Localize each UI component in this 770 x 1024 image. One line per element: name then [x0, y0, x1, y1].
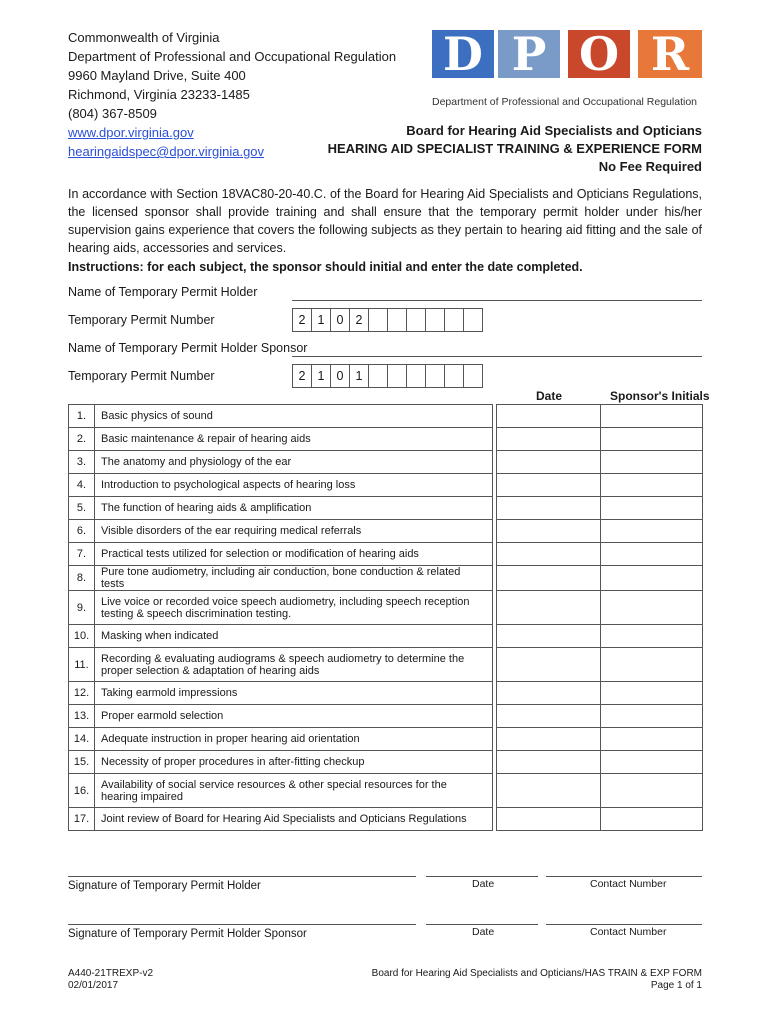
subject-text: The function of hearing aids & amplification [95, 497, 493, 520]
website-link[interactable]: www.dpor.virginia.gov [68, 125, 194, 140]
subject-date-cell[interactable] [497, 520, 601, 543]
logo-letter-p: P [498, 30, 560, 78]
sponsor-permit-label: Temporary Permit Number [68, 369, 215, 383]
holder-permit-number[interactable] [292, 308, 483, 332]
subject-date-cell[interactable] [497, 705, 601, 728]
form-id: A440-21TREXP-v2 [68, 968, 154, 979]
subject-row [69, 428, 703, 451]
logo-letter-r: R [638, 30, 702, 78]
subject-number: 16. [69, 774, 95, 808]
subject-row [69, 751, 703, 774]
board-name: Board for Hearing Aid Specialists and Opticians [406, 123, 702, 138]
subject-text: Visible disorders of the ear requiring medical referrals [95, 520, 493, 543]
holder-signature-label: Signature of Temporary Permit Holder [68, 880, 261, 892]
permit-digit: 0 [331, 309, 350, 331]
permit-digit [426, 365, 445, 387]
permit-digit [407, 309, 426, 331]
permit-digit: 2 [350, 309, 369, 331]
subject-text: Live voice or recorded voice speech audiometry, including speech reception testing & speech discrimination testing. [95, 591, 493, 625]
sponsor-contact-field[interactable] [546, 924, 702, 925]
sponsor-date-field[interactable] [426, 924, 538, 925]
subject-date-cell[interactable] [497, 497, 601, 520]
permit-digit: 2 [293, 365, 312, 387]
holder-name-label: Name of Temporary Permit Holder [68, 285, 258, 299]
subject-number: 1. [69, 405, 95, 428]
subject-row [69, 625, 703, 648]
subject-initials-cell[interactable] [601, 451, 703, 474]
permit-digit: 1 [350, 365, 369, 387]
subject-row [69, 591, 703, 625]
fee-note: No Fee Required [598, 159, 702, 174]
date-column-header: Date [536, 389, 563, 403]
subject-date-cell[interactable] [497, 591, 601, 625]
subject-text: Proper earmold selection [95, 705, 493, 728]
subject-row [69, 808, 703, 831]
subject-initials-cell[interactable] [601, 520, 703, 543]
logo-letter-d: D [432, 30, 494, 78]
address-line: Richmond, Virginia 23233-1485 [68, 87, 250, 102]
subject-row [69, 705, 703, 728]
subjects-table [68, 404, 703, 831]
permit-digit: 1 [312, 309, 331, 331]
subject-date-cell[interactable] [497, 751, 601, 774]
holder-date-label: Date [472, 878, 495, 890]
subject-initials-cell[interactable] [601, 682, 703, 705]
instructions: Instructions: for each subject, the sponsor should initial and enter the date completed. [68, 260, 583, 274]
subject-date-cell[interactable] [497, 808, 601, 831]
subject-date-cell[interactable] [497, 648, 601, 682]
subject-number: 6. [69, 520, 95, 543]
subject-number: 15. [69, 751, 95, 774]
permit-digit: 2 [293, 309, 312, 331]
subject-number: 4. [69, 474, 95, 497]
subject-number: 2. [69, 428, 95, 451]
subject-initials-cell[interactable] [601, 808, 703, 831]
subject-row [69, 405, 703, 428]
logo-tagline: Department of Professional and Occupational Regulation [432, 96, 697, 108]
sponsor-name-field[interactable] [292, 356, 702, 357]
address-line: Commonwealth of Virginia [68, 30, 220, 45]
subject-initials-cell[interactable] [601, 543, 703, 566]
form-date: 02/01/2017 [68, 980, 119, 991]
sponsor-name-label: Name of Temporary Permit Holder Sponsor [68, 341, 308, 355]
subject-date-cell[interactable] [497, 543, 601, 566]
subject-text: Introduction to psychological aspects of hearing loss [95, 474, 493, 497]
subject-row [69, 497, 703, 520]
holder-name-field[interactable] [292, 300, 702, 301]
subject-row [69, 774, 703, 808]
subject-number: 10. [69, 625, 95, 648]
holder-contact-field[interactable] [546, 876, 702, 877]
subject-date-cell[interactable] [497, 625, 601, 648]
permit-digit [369, 309, 388, 331]
initials-column-header: Sponsor's Initials [610, 389, 710, 403]
permit-digit [464, 365, 482, 387]
sponsor-permit-number[interactable] [292, 364, 483, 388]
holder-contact-label: Contact Number [590, 878, 667, 890]
subject-date-cell[interactable] [497, 451, 601, 474]
subject-initials-cell[interactable] [601, 705, 703, 728]
subject-date-cell[interactable] [497, 566, 601, 591]
page-number: Page 1 of 1 [650, 980, 702, 991]
logo-letter-o: O [568, 30, 630, 78]
subject-text: Masking when indicated [95, 625, 493, 648]
subject-initials-cell[interactable] [601, 405, 703, 428]
permit-digit [388, 365, 407, 387]
form-title-block [328, 122, 702, 176]
subject-date-cell[interactable] [497, 428, 601, 451]
subject-row [69, 474, 703, 497]
form-title: HEARING AID SPECIALIST TRAINING & EXPERIENCE FORM [327, 141, 702, 156]
subject-text: Adequate instruction in proper hearing aid orientation [95, 728, 493, 751]
subject-date-cell[interactable] [497, 474, 601, 497]
subject-text: Recording & evaluating audiograms & speech audiometry to determine the proper selection & adaptation of hearing aids [95, 648, 493, 682]
subject-text: The anatomy and physiology of the ear [95, 451, 493, 474]
subject-text: Pure tone audiometry, including air conduction, bone conduction & related tests [95, 566, 493, 591]
subject-number: 12. [69, 682, 95, 705]
subject-initials-cell[interactable] [601, 728, 703, 751]
holder-date-field[interactable] [426, 876, 538, 877]
subject-initials-cell[interactable] [601, 751, 703, 774]
subject-date-cell[interactable] [497, 774, 601, 808]
sponsor-signature-field[interactable] [68, 924, 416, 925]
subject-initials-cell[interactable] [601, 591, 703, 625]
sponsor-contact-label: Contact Number [590, 926, 667, 938]
subject-text: Taking earmold impressions [95, 682, 493, 705]
permit-digit [445, 309, 464, 331]
subject-number: 7. [69, 543, 95, 566]
subject-number: 9. [69, 591, 95, 625]
permit-digit: 0 [331, 365, 350, 387]
subject-initials-cell[interactable] [601, 566, 703, 591]
subject-row [69, 728, 703, 751]
subject-text: Basic physics of sound [95, 405, 493, 428]
sponsor-date-label: Date [472, 926, 495, 938]
address-line: 9960 Mayland Drive, Suite 400 [68, 68, 246, 83]
subject-number: 11. [69, 648, 95, 682]
sponsor-signature-label: Signature of Temporary Permit Holder Sponsor [68, 928, 307, 940]
subject-date-cell[interactable] [497, 728, 601, 751]
logo-letters [432, 27, 702, 81]
permit-digit [464, 309, 482, 331]
subject-text: Practical tests utilized for selection or modification of hearing aids [95, 543, 493, 566]
intro-paragraph: In accordance with Section 18VAC80-20-40.C. of the Board for Hearing Aid Specialists and Opticians Regulations, the licensed sponsor shall provide training and shall ensure that the temporary permit holder under his/her supervision gains experience that covers the following subjects as they pertain to hearing aid fitting and the sale of hearing aids, accessories and services. [68, 187, 702, 255]
address-line: Department of Professional and Occupational Regulation [68, 49, 397, 64]
subject-number: 17. [69, 808, 95, 831]
permit-digit [388, 309, 407, 331]
subject-text: Necessity of proper procedures in after-fitting checkup [95, 751, 493, 774]
dpor-logo [432, 27, 702, 110]
subject-text: Availability of social service resources & other special resources for the hearing impaired [95, 774, 493, 808]
subject-text: Basic maintenance & repair of hearing aids [95, 428, 493, 451]
subject-number: 8. [69, 566, 95, 591]
subject-initials-cell[interactable] [601, 474, 703, 497]
subject-initials-cell[interactable] [601, 497, 703, 520]
subject-number: 14. [69, 728, 95, 751]
holder-signature-field[interactable] [68, 876, 416, 877]
permit-digit [426, 309, 445, 331]
subject-date-cell[interactable] [497, 682, 601, 705]
permit-digit [369, 365, 388, 387]
permit-digit [407, 365, 426, 387]
footer-form-title: Board for Hearing Aid Specialists and Opticians/HAS TRAIN & EXP FORM [371, 968, 702, 979]
subject-row [69, 682, 703, 705]
permit-digit: 1 [312, 365, 331, 387]
subject-row [69, 520, 703, 543]
subject-initials-cell[interactable] [601, 774, 703, 808]
email-link[interactable]: hearingaidspec@dpor.virginia.gov [68, 144, 265, 159]
subject-initials-cell[interactable] [601, 648, 703, 682]
subject-row [69, 648, 703, 682]
subject-row [69, 543, 703, 566]
subject-row [69, 566, 703, 591]
subject-row [69, 451, 703, 474]
address-line: (804) 367-8509 [68, 106, 157, 121]
subject-initials-cell[interactable] [601, 625, 703, 648]
subject-text: Joint review of Board for Hearing Aid Specialists and Opticians Regulations [95, 808, 493, 831]
subject-number: 3. [69, 451, 95, 474]
permit-digit [445, 365, 464, 387]
subject-initials-cell[interactable] [601, 428, 703, 451]
subject-date-cell[interactable] [497, 405, 601, 428]
subject-number: 13. [69, 705, 95, 728]
subject-number: 5. [69, 497, 95, 520]
holder-permit-label: Temporary Permit Number [68, 313, 215, 327]
